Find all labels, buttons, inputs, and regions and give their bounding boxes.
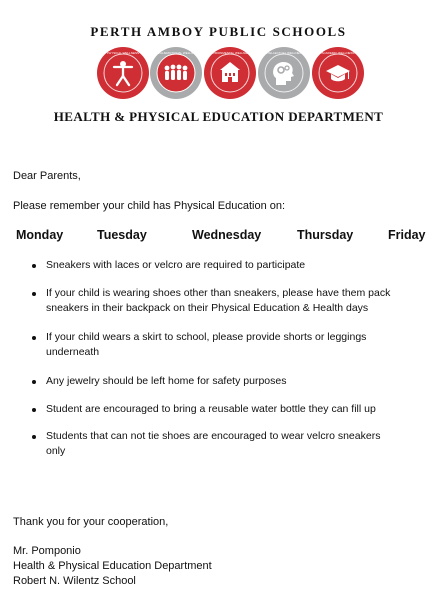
- environmental-wellness-badge: [204, 47, 256, 99]
- greeting: Dear Parents,: [13, 170, 81, 182]
- day-thursday: Thursday: [297, 228, 354, 242]
- closing: Thank you for your cooperation,: [13, 516, 169, 528]
- day-monday: Monday: [16, 228, 64, 242]
- academic-wellness-badge: [312, 47, 364, 99]
- physical-wellness-badge: [97, 47, 149, 99]
- social-emotional-wellness-badge: [150, 47, 202, 99]
- department-title: HEALTH & PHYSICAL EDUCATION DEPARTMENT: [53, 109, 384, 124]
- list-item: Sneakers with laces or velcro are required to participate: [46, 258, 401, 273]
- school-name: PERTH AMBOY PUBLIC SCHOOLS: [90, 24, 347, 39]
- badge-1-label: PHYSICAL WELLNESS: [107, 51, 139, 55]
- list-item: If your child is wearing shoes other than sneakers, please have them pack sneakers in their backpack on their Physical Education & Health days: [46, 286, 401, 316]
- day-tuesday: Tuesday: [97, 228, 147, 242]
- day-wednesday: Wednesday: [192, 228, 262, 242]
- list-item: If your child wears a skirt to school, please provide shorts or leggings underneath: [46, 330, 401, 360]
- badge-3-label: ENVIRONMENTAL WELLNESS: [208, 51, 252, 55]
- signature-department: Health & Physical Education Department: [13, 560, 212, 572]
- intellectual-wellness-badge: [258, 47, 310, 99]
- badge-2-label: SOCIAL/EMOTIONAL WELLNESS: [152, 51, 200, 55]
- pe-days-row: [0, 228, 437, 244]
- list-item: Students that can not tie shoes are encouraged to wear velcro sneakers only: [46, 429, 401, 459]
- list-item: Any jewelry should be left home for safety purposes: [46, 374, 401, 389]
- signature-school: Robert N. Wilentz School: [13, 575, 136, 587]
- wellness-badges: [96, 43, 366, 105]
- signature-name: Mr. Pomponio: [13, 545, 81, 557]
- day-friday: Friday: [388, 228, 426, 242]
- badge-4-label: INTELLECTUAL WELLNESS: [264, 51, 304, 55]
- intro-text: Please remember your child has Physical Education on:: [13, 200, 286, 212]
- list-item: Student are encouraged to bring a reusable water bottle they can fill up: [46, 402, 401, 417]
- badge-5-label: ACADEMIC WELLNESS: [321, 51, 355, 55]
